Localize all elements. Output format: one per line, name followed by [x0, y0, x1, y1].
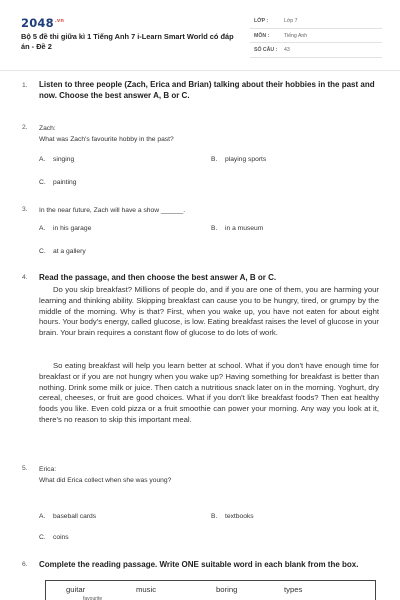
- word-box-item: favourite: [83, 596, 103, 600]
- question-number: 4.: [22, 274, 28, 281]
- word-box-item: music: [136, 585, 157, 594]
- option-letter: C.: [39, 248, 46, 255]
- option-text: singing: [53, 156, 75, 163]
- logo-suffix: .vn: [54, 18, 65, 25]
- site-logo[interactable]: [21, 16, 64, 30]
- question-text-speaker: Erica:: [39, 466, 57, 473]
- option-b[interactable]: [211, 225, 263, 232]
- option-letter: A.: [39, 225, 46, 232]
- class-value: Lớp 7: [284, 18, 298, 24]
- question-text: What was Zach's favourite hobby in the past?: [39, 136, 174, 143]
- question-text: Complete the reading passage. Write ONE suitable word in each blank from the box.: [39, 560, 359, 569]
- question-text-speaker: Zach:: [39, 125, 56, 132]
- word-box-item: types: [284, 585, 303, 594]
- meta-row-count: [250, 44, 382, 58]
- option-text: coins: [53, 534, 69, 541]
- word-box: [45, 580, 376, 600]
- option-letter: B.: [211, 156, 218, 163]
- option-letter: C.: [39, 534, 46, 541]
- passage-paragraph-2: So eating breakfast will help you learn better at school. What if you don't have enough time for breakfast or if you are not hungry when you wake up? Having something for breakfast is better than nothing. Drink some milk or juice. Then catch a nutritious snack later on in the morning. Yoghurt, dry cereal, cheeses, or fruit are good choices. What if you don't like breakfast foods? Then eat healthy foods you like. Even cold pizza or a fruit smoothie can power your morning. Any way you look at it, there's no reason to skip this important meal.: [39, 361, 379, 424]
- meta-table: [250, 15, 382, 59]
- document-title: Bộ 5 đề thi giữa kì 1 Tiếng Anh 7 i-Learn Smart World có đáp án - Đề 2: [21, 32, 234, 51]
- question-number: 6.: [22, 561, 28, 568]
- count-label: SỐ CÂU :: [254, 47, 278, 53]
- question-number: 5.: [22, 465, 28, 472]
- option-text: painting: [53, 179, 77, 186]
- question-number: 3.: [22, 206, 28, 213]
- subject-value: Tiếng Anh: [284, 32, 308, 39]
- word-box-item: guitar: [66, 585, 86, 594]
- question-text: What did Erica collect when she was young?: [39, 477, 172, 484]
- option-c[interactable]: [39, 179, 76, 186]
- option-text: at a gallery: [53, 248, 86, 255]
- class-label: LỚP :: [254, 18, 269, 24]
- question-text: Read the passage, and then choose the best answer A, B or C.: [39, 273, 277, 282]
- option-letter: B.: [211, 225, 218, 232]
- option-a[interactable]: [39, 225, 91, 232]
- question-text: Listen to three people (Zach, Erica and Brian) talking about their hobbies in the past and now. Choose the best answer A, B or C.: [39, 80, 375, 100]
- question-number: 2.: [22, 124, 28, 131]
- option-text: in his garage: [53, 225, 92, 232]
- question-text: In the near future, Zach will have a show ______.: [39, 207, 186, 214]
- option-text: textbooks: [225, 513, 254, 520]
- option-letter: C.: [39, 179, 46, 186]
- header-divider: [0, 70, 400, 71]
- meta-row-subject: [250, 30, 382, 44]
- option-c[interactable]: [39, 248, 86, 255]
- option-text: baseball cards: [53, 513, 97, 520]
- option-a[interactable]: [39, 513, 96, 520]
- option-text: in a museum: [225, 225, 264, 232]
- passage-paragraph-1: Do you skip breakfast? Millions of people do, and if you are one of them, you are harming your learning and thinking ability. Skipping breakfast can cause you to be hungry, tired, or grumpy by the middle of the morning. Why is that? First, when you wake up, you have not eaten for about eight hours. Your body's energy, called glucose, is low. Eating breakfast raises the level of glucose in your brain. Your brain requires a constant flow of glucose to do lots of work.: [39, 285, 379, 338]
- option-letter: B.: [211, 513, 218, 520]
- subject-label: MÔN :: [254, 32, 270, 39]
- option-text: playing sports: [225, 156, 267, 163]
- option-c[interactable]: [39, 534, 69, 541]
- logo-text: 2048: [21, 16, 54, 30]
- option-letter: A.: [39, 156, 46, 163]
- question-number: 1.: [22, 82, 28, 89]
- document-header: [0, 0, 400, 70]
- word-box-item: boring: [216, 585, 238, 594]
- option-letter: A.: [39, 513, 46, 520]
- meta-row-class: [250, 15, 382, 29]
- count-value: 43: [284, 47, 290, 53]
- option-b[interactable]: [211, 156, 266, 163]
- option-b[interactable]: [211, 513, 254, 520]
- option-a[interactable]: [39, 156, 74, 163]
